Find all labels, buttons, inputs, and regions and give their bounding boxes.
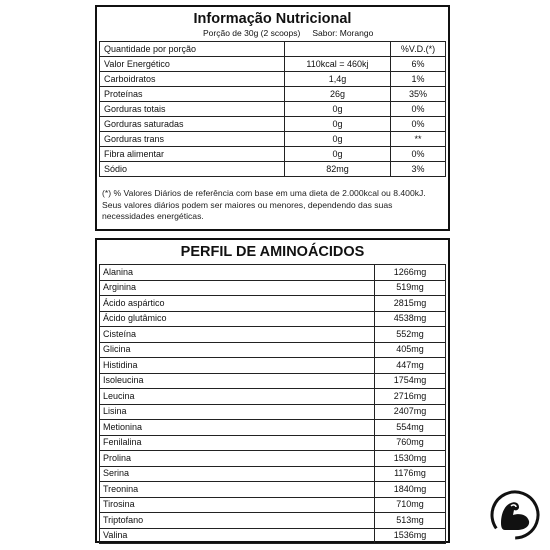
amino-value: 447mg — [375, 358, 446, 374]
amino-name: Leucina — [100, 389, 375, 405]
amino-name: Ácido glutâmico — [100, 311, 375, 327]
amino-value: 760mg — [375, 435, 446, 451]
amino-acid-table — [99, 264, 446, 544]
nutrient-name: Proteínas — [100, 87, 285, 102]
amino-name: Valina — [100, 528, 375, 544]
daily-values-footnote: (*) % Valores Diários de referência com base em uma dieta de 2.000kcal ou 8.400kJ. Seus valores diários podem ser maiores ou menores, dependendo das suas necessidades energéticas. — [102, 188, 426, 221]
amino-value: 710mg — [375, 497, 446, 513]
amino-row — [100, 311, 446, 327]
flavor: Sabor: Morango — [312, 28, 374, 38]
amino-row — [100, 389, 446, 405]
amino-value: 405mg — [375, 342, 446, 358]
amino-row — [100, 358, 446, 374]
amino-row — [100, 296, 446, 312]
nutrition-row — [100, 72, 446, 87]
amino-row — [100, 280, 446, 296]
nutrition-title: Informação Nutricional — [193, 11, 352, 27]
amino-row — [100, 420, 446, 436]
amino-name: Fenilalina — [100, 435, 375, 451]
nutrition-facts-panel — [95, 5, 450, 231]
amino-name: Arginina — [100, 280, 375, 296]
nutrient-vd: 35% — [391, 87, 446, 102]
flexing-arm-logo-icon — [489, 489, 541, 541]
amino-name: Metionina — [100, 420, 375, 436]
nutrient-vd: 0% — [391, 102, 446, 117]
nutrient-name: Valor Energético — [100, 57, 285, 72]
amino-name: Histidina — [100, 358, 375, 374]
nutrition-row — [100, 132, 446, 147]
nutrition-row — [100, 147, 446, 162]
nutrient-name: Gorduras trans — [100, 132, 285, 147]
amino-name: Lisina — [100, 404, 375, 420]
nutrient-value: 0g — [285, 132, 391, 147]
header-value — [285, 42, 391, 57]
amino-row — [100, 435, 446, 451]
amino-row — [100, 466, 446, 482]
portion-info — [97, 28, 448, 38]
nutrient-vd: ** — [391, 132, 446, 147]
amino-row — [100, 528, 446, 544]
nutrition-header-row — [100, 42, 446, 57]
amino-row — [100, 327, 446, 343]
amino-value: 1754mg — [375, 373, 446, 389]
nutrient-name: Fibra alimentar — [100, 147, 285, 162]
nutrient-vd: 0% — [391, 147, 446, 162]
nutrient-vd: 6% — [391, 57, 446, 72]
nutrient-name: Gorduras saturadas — [100, 117, 285, 132]
amino-value: 1536mg — [375, 528, 446, 544]
amino-value: 4538mg — [375, 311, 446, 327]
amino-name: Prolina — [100, 451, 375, 467]
nutrient-value: 1,4g — [285, 72, 391, 87]
amino-row — [100, 497, 446, 513]
nutrient-vd: 1% — [391, 72, 446, 87]
amino-name: Triptofano — [100, 513, 375, 529]
nutrient-value: 26g — [285, 87, 391, 102]
amino-title: PERFIL DE AMINOÁCIDOS — [180, 244, 365, 260]
amino-row — [100, 451, 446, 467]
amino-name: Treonina — [100, 482, 375, 498]
nutrition-row — [100, 57, 446, 72]
amino-name: Ácido aspártico — [100, 296, 375, 312]
nutrition-table — [99, 41, 446, 177]
nutrition-row — [100, 87, 446, 102]
amino-value: 2716mg — [375, 389, 446, 405]
amino-name: Tirosina — [100, 497, 375, 513]
amino-row — [100, 373, 446, 389]
header-quantity: Quantidade por porção — [100, 42, 285, 57]
amino-row — [100, 482, 446, 498]
nutrition-row — [100, 162, 446, 177]
nutrient-value: 82mg — [285, 162, 391, 177]
nutrition-row — [100, 117, 446, 132]
header-vd: %V.D.(*) — [391, 42, 446, 57]
nutrient-value: 0g — [285, 102, 391, 117]
amino-name: Isoleucina — [100, 373, 375, 389]
amino-value: 1530mg — [375, 451, 446, 467]
amino-value: 552mg — [375, 327, 446, 343]
amino-name: Glicina — [100, 342, 375, 358]
amino-row — [100, 404, 446, 420]
amino-name: Alanina — [100, 265, 375, 281]
nutrient-vd: 0% — [391, 117, 446, 132]
amino-acid-profile-panel — [95, 238, 450, 543]
amino-value: 519mg — [375, 280, 446, 296]
amino-row — [100, 265, 446, 281]
nutrient-name: Carboidratos — [100, 72, 285, 87]
amino-name: Cisteína — [100, 327, 375, 343]
amino-value: 1840mg — [375, 482, 446, 498]
amino-value: 554mg — [375, 420, 446, 436]
nutrient-value: 110kcal = 460kj — [285, 57, 391, 72]
amino-row — [100, 342, 446, 358]
nutrient-vd: 3% — [391, 162, 446, 177]
amino-value: 2815mg — [375, 296, 446, 312]
amino-row — [100, 513, 446, 529]
amino-value: 2407mg — [375, 404, 446, 420]
nutrient-value: 0g — [285, 117, 391, 132]
amino-name: Serina — [100, 466, 375, 482]
amino-value: 1266mg — [375, 265, 446, 281]
amino-value: 1176mg — [375, 466, 446, 482]
nutrition-row — [100, 102, 446, 117]
nutrient-name: Sódio — [100, 162, 285, 177]
nutrient-name: Gorduras totais — [100, 102, 285, 117]
portion-size: Porção de 30g (2 scoops) — [203, 28, 301, 38]
amino-value: 513mg — [375, 513, 446, 529]
nutrient-value: 0g — [285, 147, 391, 162]
